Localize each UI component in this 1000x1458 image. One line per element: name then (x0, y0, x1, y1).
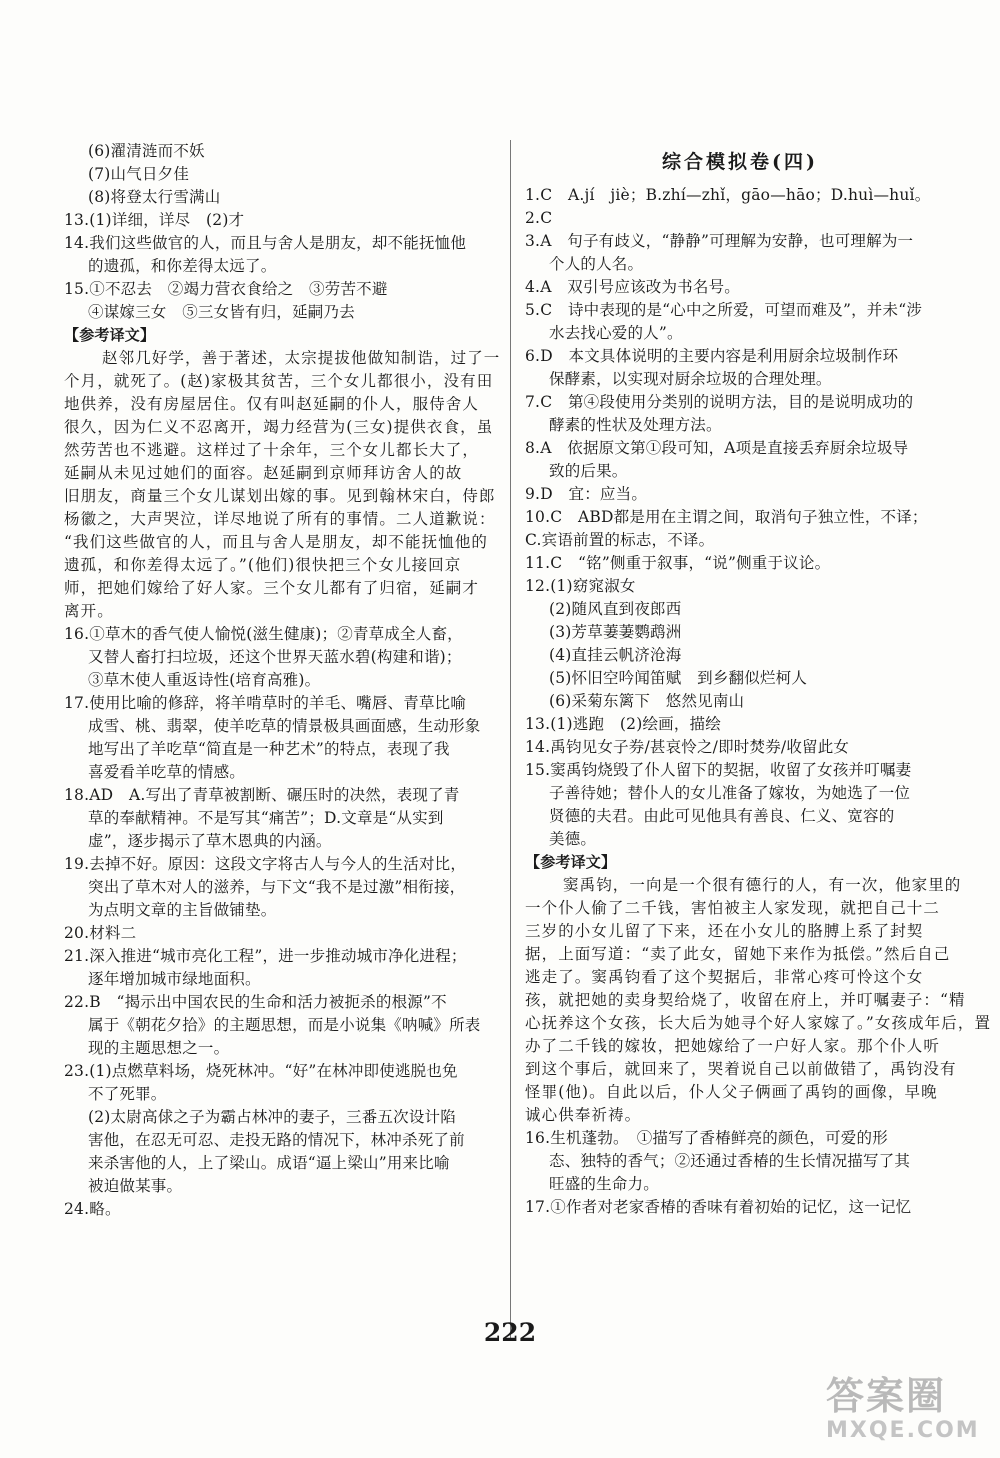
answer-line: 为点明文章的主旨做铺垫。 (88, 901, 277, 919)
answer-line: 8.A 依据原文第①段可知，A项是直接丢弃厨余垃圾导 (525, 439, 909, 457)
answer-line: 虚”，逐步揭示了草木恩典的内涵。 (88, 832, 332, 850)
answer-line: 逐年增加城市绿地面积。 (88, 970, 261, 988)
answer-line: 三岁的小女儿留了下来，还在小女儿的胳膊上系了封契 (525, 922, 924, 940)
answer-line: 4.A 双引号应该改为书名号。 (525, 278, 740, 296)
answer-line: 地写出了羊吃草“简直是一种艺术”的特点，表现了我 (88, 740, 450, 758)
answer-line: 保酵素，以实现对厨余垃圾的合理处理。 (549, 370, 832, 388)
answer-line: 酵素的性状及处理方法。 (549, 416, 722, 434)
answer-line: (6)濯清涟而不妖 (88, 142, 205, 160)
answer-line: 17.使用比喻的修辞，将羊啃草时的羊毛、嘴唇、青草比喻 (64, 694, 467, 712)
answer-line: 然劳苦也不逃避。这样过了十余年，三个女儿都长大了， (64, 441, 480, 459)
answer-line: 据，上面写道：“卖了此女，留她下来作为抵偿。”然后自己 (525, 945, 951, 963)
answer-line: 子善待她；替仆人的女儿准备了嫁妆，为她选了一位 (549, 784, 911, 802)
answer-line: 现的主题思想之一。 (88, 1039, 230, 1057)
answer-line: 15.窦禹钧烧毁了仆人留下的契据，收留了女孩并叮嘱妻 (525, 761, 912, 779)
answer-line: 孩，就把她的卖身契给烧了，收留在府上，并叮嘱妻子：“精 (525, 991, 966, 1009)
answer-line: 19.去掉不好。原因：这段文字将古人与今人的生活对比， (64, 855, 467, 873)
answer-line: 草的奉献精神。不是写其“痛苦”；D.文章是“从实到 (88, 809, 444, 827)
right-column (525, 140, 992, 1219)
answer-line: 的遗孤，和你差得太远了。 (88, 257, 277, 275)
answer-line: 20.材料二 (64, 924, 137, 942)
answer-line: 17.①作者对老家香椿的香味有着初始的记忆，这一记忆 (525, 1198, 912, 1216)
answer-line: 贤德的夫君。由此可见他具有善良、仁义、宽容的 (549, 807, 895, 825)
answer-line: 到这个事后，就回来了，哭着说自己以前做错了，禹钧没有 (525, 1060, 957, 1078)
answer-line: 致的后果。 (549, 462, 628, 480)
answer-line: 态、独特的香气；②还通过香椿的生长情况描写了其 (549, 1152, 911, 1170)
answer-line: 窦禹钧，一向是一个很有德行的人，有一次，他家里的 (563, 876, 962, 894)
answer-line: 来杀害他的人，上了梁山。成语“逼上梁山”用来比喻 (88, 1154, 450, 1172)
answer-line: (5)怀旧空吟闻笛赋 到乡翻似烂柯人 (549, 669, 808, 687)
answer-line: (4)直挂云帆济沧海 (549, 646, 682, 664)
answer-line: (2)随风直到夜郎西 (549, 600, 682, 618)
section-title: 综合模拟卷(四) (662, 151, 818, 173)
answer-line: 不了死罪。 (88, 1085, 167, 1103)
answer-line: 5.C 诗中表现的是“心中之所爱，可望而难及”，并未“涉 (525, 301, 923, 319)
answer-line: 3.A 句子有歧义，“静静”可理解为安静，也可理解为一 (525, 232, 914, 250)
right-column-lines (525, 184, 992, 1219)
answer-line: 害他，在忍无可忍、走投无路的情况下，林冲杀死了前 (88, 1131, 465, 1149)
answer-line: (7)山气日夕佳 (88, 165, 190, 183)
answer-line: (8)将登太行雪满山 (88, 188, 221, 206)
answer-line: 2.C (525, 209, 553, 227)
answer-line: 怪罪(他)。自此以后，仆人父子俩画了禹钧的画像，早晚 (525, 1083, 938, 1101)
left-column (64, 140, 501, 1221)
answer-line: 10.C ABD都是用在主谓之间，取消句子独立性，不译； (525, 508, 928, 526)
answer-line: 被迫做某事。 (88, 1177, 183, 1195)
answer-line: 1.C A.jí jiè；B.zhí—zhǐ，gāo—hāo；D.huì—huǐ。 (525, 186, 931, 204)
reference-translation-heading: 【参考译文】 (525, 853, 617, 871)
answer-line: 一个仆人偷了二千钱，害怕被主人家发现，就把自己十二 (525, 899, 941, 917)
answer-line: 地供养，没有房屋居住。仅有叫赵延嗣的仆人，服侍舍人 (64, 395, 480, 413)
answer-line: 离开。 (64, 602, 114, 620)
answer-line: 成雪、桃、翡翠，使羊吃草的情景极具画面感，生动形象 (88, 717, 481, 735)
answer-line: 13.(1)逃跑 (2)绘画，描绘 (525, 715, 721, 733)
answer-line: 诚心供奉祈祷。 (525, 1106, 642, 1124)
answer-line: 9.D 宜：应当。 (525, 485, 648, 503)
answer-line: 很久，因为仁义不忍离开，竭力经营为(三女)提供衣食，虽 (64, 418, 494, 436)
answer-line: 14.我们这些做官的人，而且与舍人是朋友，却不能抚恤他 (64, 234, 467, 252)
answer-line: 个人的人名。 (549, 255, 644, 273)
answer-line: 7.C 第④段使用分类别的说明方法，目的是说明成功的 (525, 393, 914, 411)
answer-line: ④谋嫁三女 ⑤三女皆有归，延嗣乃去 (88, 303, 355, 321)
answer-line: 遗孤，和你差得太远了。”(他们)很快把三个女儿接回京 (64, 556, 462, 574)
answer-line: 美德。 (549, 830, 597, 848)
answer-line: 23.(1)点燃草料场，烧死林冲。“好”在林冲即使逃脱也免 (64, 1062, 458, 1080)
answer-line: (6)采菊东篱下 悠然见南山 (549, 692, 745, 710)
answer-line: 16.①草木的香气使人愉悦(滋生健康)；②青草成全人畜， (64, 625, 463, 643)
answer-line: 18.AD A.写出了青草被割断、碾压时的决然，表现了青 (64, 786, 460, 804)
answer-line: 12.(1)窈窕淑女 (525, 577, 636, 595)
answer-line: 赵邻几好学，善于著述，太宗提拔他做知制诰，过了一 (102, 349, 501, 367)
answer-line: 逃走了。窦禹钧看了这个契据后，非常心疼可怜这个女 (525, 968, 924, 986)
answer-line: 旺盛的生命力。 (549, 1175, 659, 1193)
answer-line: 13.(1)详细，详尽 (2)才 (64, 211, 245, 229)
page-number: 222 (483, 1318, 537, 1347)
answer-line: 属于《朝花夕拾》的主题思想，而是小说集《呐喊》所表 (88, 1016, 481, 1034)
answer-line: ③草木使人重返诗性(培育高雅)。 (88, 671, 321, 689)
answer-line: 师，把她们嫁给了好人家。三个女儿都有了归宿，延嗣才 (64, 579, 480, 597)
answer-line: 16.生机蓬勃。 ①描写了香椿鲜亮的颜色，可爱的形 (525, 1129, 888, 1147)
answer-line: 个月，就死了。(赵)家极其贫苦，三个女儿都很小，没有田 (64, 372, 494, 390)
answer-line: 心抚养这个女孩，长大后为她寻个好人家嫁了。”女孩成年后，置 (525, 1014, 992, 1032)
answer-line: 水去找心爱的人”。 (549, 324, 683, 342)
answer-line: (2)太尉高俅之子为霸占林冲的妻子，三番五次设计陷 (88, 1108, 456, 1126)
answer-line: 办了二千钱的嫁妆，把她嫁给了一户好人家。那个仆人听 (525, 1037, 941, 1055)
watermark-logo (826, 1374, 996, 1454)
column-divider (510, 140, 511, 1340)
answer-line: 延嗣从未见过她们的面容。赵延嗣到京师拜访舍人的故 (64, 464, 463, 482)
answer-line: 旧朋友，商量三个女儿谋划出嫁的事。见到翰林宋白，侍郎 (64, 487, 496, 505)
answer-line: 14.禹钧见女子券/甚哀怜之/即时焚券/收留此女 (525, 738, 850, 756)
answer-line: “我们这些做官的人，而且与舍人是朋友，却不能抚恤他的 (64, 533, 489, 551)
answer-line: 24.略。 (64, 1200, 121, 1218)
answer-line: 杨徽之，大声哭泣，详尽地说了所有的事情。二人道歉说： (64, 510, 496, 528)
reference-translation-heading: 【参考译文】 (64, 326, 156, 344)
answer-line: 11.C “铭”侧重于叙事，“说”侧重于议论。 (525, 554, 831, 572)
answer-line: C.宾语前置的标志，不译。 (525, 531, 715, 549)
answer-line: 15.①不忍去 ②竭力营衣食给之 ③劳苦不避 (64, 280, 388, 298)
answer-line: 又替人畜打扫垃圾，还这个世界天蓝水碧(构建和谐)； (88, 648, 462, 666)
watermark-url-text: MXQE.COM (826, 1418, 980, 1443)
watermark-logo-text: 答案圈 (826, 1374, 947, 1418)
answer-line: 21.深入推进“城市亮化工程”，进一步推动城市净化进程； (64, 947, 467, 965)
answer-line: 6.D 本文具体说明的主要内容是利用厨余垃圾制作环 (525, 347, 899, 365)
answer-line: (3)芳草萋萋鹦鹉洲 (549, 623, 682, 641)
answer-line: 22.B “揭示出中国农民的生命和活力被扼杀的根源”不 (64, 993, 447, 1011)
answer-line: 喜爱看羊吃草的情感。 (88, 763, 246, 781)
answer-line: 突出了草木对人的滋养，与下文“我不是过激”相衔接， (88, 878, 466, 896)
